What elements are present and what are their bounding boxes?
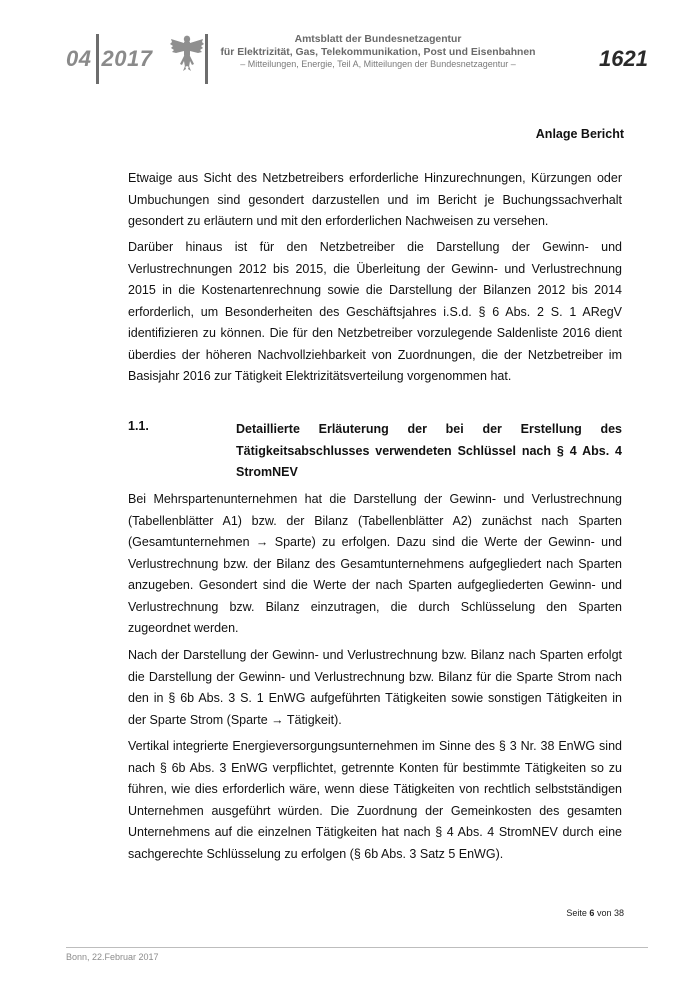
page-current: 6 [589,908,595,918]
issue-year: 2017 [101,46,153,71]
page-of-label: von [596,908,612,918]
section-title: Detaillierte Erläuterung der bei der Erstellung des Tätigkeitsabschlusses verwendeten Schlüssel nach § 4 Abs. 4 StromNEV [236,422,622,479]
publication-section: – Mitteilungen, Energie, Teil A, Mitteilungen der Bundesnetzagentur – [240,59,516,69]
publication-title [216,33,540,59]
publication-line-1: Amtsblatt der Bundesnetzagentur [294,34,462,45]
header-divider-right [205,34,208,84]
paragraph: Darüber hinaus ist für den Netzbetreiber die Darstellung der Gewinn- und Verlustrechnungen 2012 bis 2015, die Überleitung der Gewinn- und Verlustrechnung 2015 in die Kostenartenrechnung sowie die Darstellung der Bilanzen 2012 bis 2014 erforderlich, um Besonderheiten des Geschäftsjahres i.S.d. § 6 Abs. 2 S. 1 ARegV identifizieren zu können. Die für den Netzbetreiber vorzulegende Saldenliste 2016 dient überdies der höheren Nachvollziehbarkeit von Zuordnungen, die der Netzbetreiber im Basisjahr 2016 zur Tätigkeit Elektrizitätsverteilung vorgenommen hat. [128,240,622,383]
page-counter [566,908,624,918]
publication-line-2: für Elektrizität, Gas, Telekommunikation, Post und Eisenbahnen [220,47,536,58]
section-paragraph: Bei Mehrspartenunternehmen hat die Darstellung der Gewinn- und Verlustrechnung (Tabellenblätter A1) bzw. der Bilanz (Tabellenblätter A2) zunächst nach Sparten (Gesamtunternehmen → Sparte) zu erfolgen. Dazu sind die Werte der Gewinn- und Verlustrechnung bzw. der Bilanz des Gesamtunternehmens aufgegliedert nach Sparten anzugeben. Gesondert sind die Werte der nach Sparten aufgegliederten Gewinn- und Verlustrechnung bzw. Bilanz einzutragen, die durch Schlüsselung den Sparten zugeordnet werden. [128,492,622,635]
section-paragraph: Nach der Darstellung der Gewinn- und Verlustrechnung bzw. Bilanz nach Sparten erfolgt die Darstellung der Gewinn- und Verlustrechnung bzw. Bilanz für die Sparte Strom nach den in § 6b Abs. 3 S. 1 EnWG aufgeführten Tätigkeiten sowie sonstigen Tätigkeiten in der Sparte Strom (Sparte → Tätigkeit). [128,648,622,727]
page-number: 1621 [599,46,648,71]
footer-date: Bonn, 22.Februar 2017 [66,952,159,962]
paragraph: Etwaige aus Sicht des Netzbetreibers erforderliche Hinzurechnungen, Kürzungen oder Umbuchungen sind gesondert darzustellen und im Bericht je Buchungssachverhalt gesondert zu erläutern und mit den erforderlichen Nachweisen zu versehen. [128,171,622,228]
federal-eagle-icon [169,33,205,73]
issue-label [66,46,152,72]
page-total: 38 [613,908,624,918]
annex-title: Anlage Bericht [535,127,624,141]
issue-number: 04 [66,46,92,71]
section-number: 1.1. [128,419,149,433]
section-paragraph: Vertikal integrierte Energieversorgungsunternehmen im Sinne des § 3 Nr. 38 EnWG sind nach § 6b Abs. 3 EnWG verpflichtet, getrennte Konten für bestimmte Tätigkeiten so zu führen, wie dies erforderlich wäre, wenn diese Tätigkeiten von rechtlich selbstständigen Unternehmen ausgeführt würden. Die Zuordnung der Gemeinkosten des gesamten Unternehmens auf die einzelnen Tätigkeiten hat nach § 4 Abs. 4 StromNEV durch eine sachgerechte Schlüsselung zu erfolgen (§ 6b Abs. 3 Satz 5 EnWG). [128,739,622,861]
header-divider-left [96,34,99,84]
footer-divider [66,947,648,948]
page-label: Seite [566,908,587,918]
